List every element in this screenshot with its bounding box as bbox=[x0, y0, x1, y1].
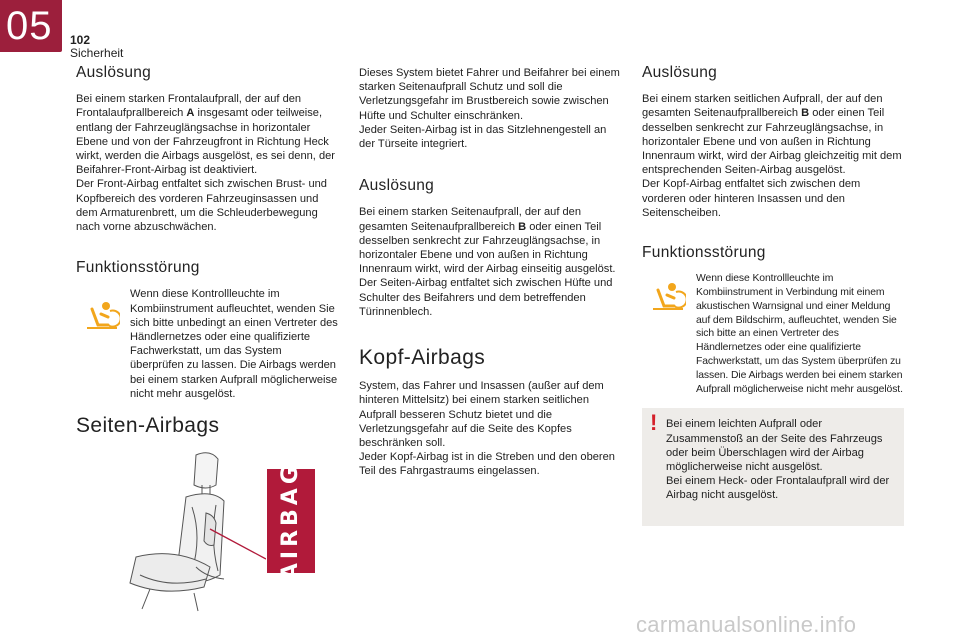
paragraph-curtain-trigger: Bei einem starken seitlichen Aufprall, der auf den gesamten Seitenaufprallbereich B oder einen Teil desselben senkrecht zur Fahrzeuglängsachse, in horizontaler Ebene und von außen in Richtung Innenraum wirkt, wird der Airbag gleichzeitig mit dem entsprechenden Seiten-Airbag ausgelöst. bbox=[642, 93, 902, 177]
paragraph-side-deploy: Der Seiten-Airbag entfaltet sich zwischen Hüfte und Schulter des Beifahrers und dem betreffenden Türinnenblech. bbox=[359, 277, 613, 318]
paragraph-side-trigger: Bei einem starken Seitenaufprall, der auf den gesamten Seitenaufprallbereich B oder einen Teil desselben senkrecht zur Fahrzeuglängsachse, in horizontaler Ebene und von außen in Richtung Innenraum wirkt, wird der Airbag einseitig ausgelöst. bbox=[359, 206, 616, 276]
airbag-label-tag: AIRBAG bbox=[267, 469, 315, 573]
column-1 bbox=[76, 66, 338, 617]
warning-row-1 bbox=[76, 287, 338, 401]
paragraph-front-deploy: Der Front-Airbag entfaltet sich zwischen Brust- und Kopfbereich des vorderen Fahrzeuginsassen und dem Armaturenbrett, um die Schleuderbewegung nach vorne abzuschwächen. bbox=[76, 178, 327, 234]
alert-text-2: Bei einem Heck- oder Frontalaufprall wird der Airbag nicht ausgelöst. bbox=[666, 475, 890, 502]
seat-illustration bbox=[76, 447, 338, 617]
airbag-warning-light-icon bbox=[642, 272, 696, 396]
heading-funktionsstoerung-2: Funktionsstörung bbox=[642, 244, 766, 262]
heading-ausloesung-front: Auslösung bbox=[76, 64, 152, 81]
warning-text-1: Wenn diese Kontrollleuchte im Kombiinstrument aufleuchtet, wenden Sie sich bitte unbedingt an einen Vertreter des Händlernetzes oder eine qualifizierte Fachwerkstatt, um das System überprüfen zu lassen. Die Airbags werden bei einem starken Aufprall möglicherweise nicht mehr ausgelöst. bbox=[130, 288, 338, 400]
paragraph-curtain-intro: System, das Fahrer und Insassen (außer auf dem hinteren Mittelsitz) bei einem starken seitlichen Aufprall besseren Schutz bietet und die Verletzungsgefahr auf die Seite des Kopfes beschränken soll. bbox=[359, 380, 604, 450]
alert-box bbox=[642, 408, 904, 525]
seat-drawing bbox=[76, 447, 266, 617]
heading-kopf-airbags: Kopf-Airbags bbox=[359, 346, 486, 370]
chapter-tab bbox=[0, 0, 62, 52]
page-number: 102 bbox=[70, 33, 91, 47]
paragraph-side-intro: Dieses System bietet Fahrer und Beifahrer bei einem starken Seitenaufprall Schutz und soll die Verletzungsgefahr im Brustbereich sowie zwischen Hüfte und Schulter einschränken. bbox=[359, 67, 620, 122]
heading-funktionsstoerung-1: Funktionsstörung bbox=[76, 259, 200, 277]
warning-row-2 bbox=[642, 272, 904, 396]
section-title: Sicherheit bbox=[70, 46, 124, 60]
column-3 bbox=[642, 66, 904, 526]
exclamation-icon: ! bbox=[650, 410, 658, 436]
airbag-warning-light-icon bbox=[76, 287, 130, 401]
heading-seiten-airbags: Seiten-Airbags bbox=[76, 414, 220, 438]
paragraph-curtain-deploy: Der Kopf-Airbag entfaltet sich zwischen dem vorderen oder hinteren Insassen und den Seitenscheiben. bbox=[642, 178, 861, 219]
paragraph-front-trigger: Bei einem starken Frontalaufprall, der auf den Frontalaufprallbereich A insgesamt oder teilweise, entlang der Fahrzeuglängsachse in horizontaler Ebene und von der Fahrzeugfront in Richtung Heck wirkt, werden die Airbags ausgelöst, es sei denn, der Beifahrer-Front-Airbag ist deaktiviert. bbox=[76, 93, 335, 177]
watermark: carmanualsonline.info bbox=[636, 612, 857, 637]
heading-ausloesung-side: Auslösung bbox=[359, 177, 435, 195]
column-2 bbox=[359, 66, 621, 479]
paragraph-side-location: Jeder Seiten-Airbag ist in das Sitzlehnengestell an der Türseite integriert. bbox=[359, 123, 607, 151]
heading-ausloesung-curtain: Auslösung bbox=[642, 64, 718, 81]
warning-text-2: Wenn diese Kontrollleuchte im Kombiinstrument in Verbindung mit einem akustischen Warnsignal und einer Meldung auf dem Bildschirm, aufleuchtet, wenden Sie sich bitte an einen Vertreter des Händlernetzes oder eine qualifizierte Fachwerkstatt, um das System überprüfen zu lassen. Die Airbags werden bei einem starken Aufprall möglicherweise nicht mehr ausgelöst. bbox=[696, 273, 903, 395]
chapter-number: 05 bbox=[6, 4, 53, 48]
alert-text-1: Bei einem leichten Aufprall oder Zusammenstoß an der Seite des Fahrzeugs oder beim Überschlagen wird der Airbag möglicherweise nicht ausgelöst. bbox=[666, 418, 883, 474]
paragraph-curtain-location: Jeder Kopf-Airbag ist in die Streben und den oberen Teil des Fahrgastraums eingelassen. bbox=[359, 451, 615, 478]
